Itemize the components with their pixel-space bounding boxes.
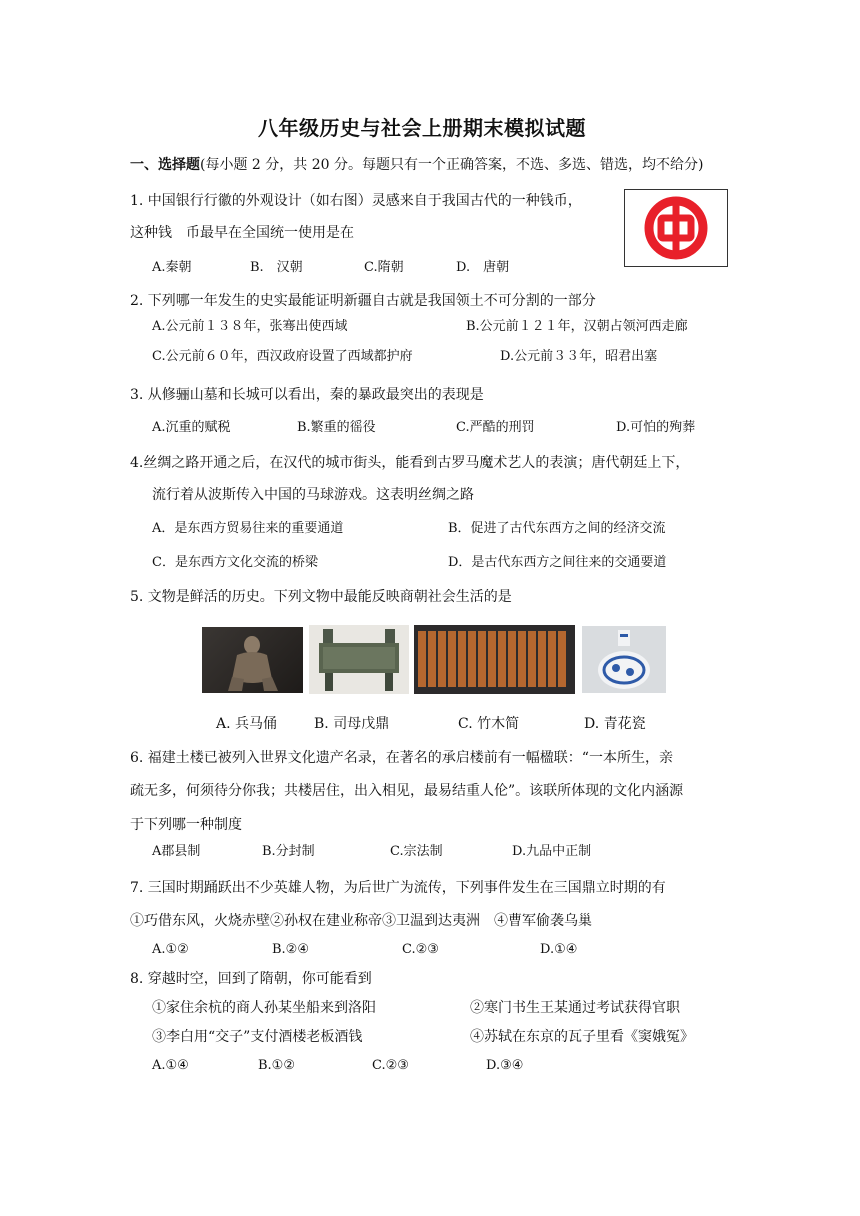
question-7-option-c: C.②③ <box>402 942 439 957</box>
question-8-option-a: A.①④ <box>152 1058 189 1073</box>
bank-of-china-logo-icon <box>625 190 727 266</box>
question-1-option-b: B. 汉朝 <box>250 260 303 275</box>
simuwu-ding-image <box>309 625 409 694</box>
question-8-item-2: ②寒门书生王某通过考试获得官职 <box>470 1000 680 1016</box>
question-7-option-a: A.①② <box>152 942 189 957</box>
question-1-option-d: D. 唐朝 <box>456 260 510 275</box>
question-8-option-d: D.③④ <box>486 1058 524 1073</box>
question-4-line-2: 流行着从波斯传入中国的马球游戏。这表明丝绸之路 <box>152 487 474 503</box>
question-3-line-1: 3. 从修骊山墓和长城可以看出，秦的暴政最突出的表现是 <box>130 387 484 403</box>
question-5-option-b: B. 司母戊鼎 <box>314 716 390 732</box>
page-title: 八年级历史与社会上册期末模拟试题 <box>258 116 586 140</box>
question-5-line-1: 5. 文物是鲜活的历史。下列文物中最能反映商朝社会生活的是 <box>130 589 512 605</box>
question-6-line-2: 疏无多，何须待分你我；共楼居住，出入相见，最易结重人伦”。该联所体现的文化内涵源 <box>130 783 684 799</box>
question-8-item-4: ④苏轼在东京的瓦子里看《窦娥冤》 <box>470 1029 694 1045</box>
bamboo-slips-image <box>414 625 575 694</box>
question-4-option-c: C．是东西方文化交流的桥梁 <box>152 555 318 570</box>
question-3-option-c: C.严酷的刑罚 <box>456 420 535 435</box>
question-8-item-3: ③李白用“交子”支付酒楼老板酒钱 <box>152 1029 363 1045</box>
terracotta-warrior-image <box>202 627 303 693</box>
question-5-option-a: A. 兵马俑 <box>216 716 278 732</box>
question-8-line-1: 8. 穿越时空，回到了隋朝，你可能看到 <box>130 971 372 987</box>
question-7-line-2: ①巧借东风，火烧赤壁②孙权在建业称帝③卫温到达夷洲 ④曹军偷袭乌巢 <box>130 913 592 929</box>
question-7-line-1: 7. 三国时期踊跃出不少英雄人物，为后世广为流传，下列事件发生在三国鼎立时期的有 <box>130 880 666 896</box>
question-4-option-a: A．是东西方贸易往来的重要通道 <box>152 521 344 536</box>
question-1-line-2: 这种钱 币最早在全国统一使用是在 <box>130 225 354 241</box>
question-2-line-1: 2. 下列哪一年发生的史实最能证明新疆自古就是我国领土不可分割的一部分 <box>130 293 596 309</box>
section-instructions: (每小题 2 分，共 20 分。每题只有一个正确答案，不选、多选、错选，均不给分) <box>200 157 704 173</box>
question-6-option-c: C.宗法制 <box>390 844 443 859</box>
question-4-option-b: B．促进了古代东西方之间的经济交流 <box>448 521 666 536</box>
question-1-line-1: 1. 中国银行行徽的外观设计（如右图）灵感来自于我国古代的一种钱币， <box>130 193 582 209</box>
question-2-option-a: A.公元前１３８年，张骞出使西域 <box>152 319 348 334</box>
question-7-option-d: D.①④ <box>540 942 578 957</box>
question-8-item-1: ①家住余杭的商人孙某坐船来到洛阳 <box>152 1000 376 1016</box>
question-3-option-a: A.沉重的赋税 <box>152 420 231 435</box>
bank-of-china-logo-frame <box>624 189 728 267</box>
question-6-option-a: A郡县制 <box>152 844 201 859</box>
question-1-option-c: C.隋朝 <box>364 260 404 275</box>
question-3-option-b: B.繁重的徭役 <box>297 420 376 435</box>
question-2-option-d: D.公元前３３年，昭君出塞 <box>500 349 658 364</box>
question-5-option-c: C. 竹木简 <box>458 716 520 732</box>
question-8-option-c: C.②③ <box>372 1058 409 1073</box>
question-1-option-a: A.秦朝 <box>152 260 192 275</box>
question-4-option-d: D．是古代东西方之间往来的交通要道 <box>448 555 667 570</box>
question-2-option-c: C.公元前６０年，西汉政府设置了西域都护府 <box>152 349 413 364</box>
question-6-option-d: D.九品中正制 <box>512 844 592 859</box>
blue-white-porcelain-image <box>582 626 666 693</box>
question-4-line-1: 4.丝绸之路开通之后，在汉代的城市街头，能看到古罗马魔术艺人的表演；唐代朝廷上下， <box>130 455 690 471</box>
question-6-option-b: B.分封制 <box>262 844 315 859</box>
question-5-option-d: D. 青花瓷 <box>584 716 646 732</box>
question-8-option-b: B.①② <box>258 1058 295 1073</box>
question-7-option-b: B.②④ <box>272 942 309 957</box>
question-6-line-1: 6. 福建土楼已被列入世界文化遗产名录，在著名的承启楼前有一幅楹联：“一本所生，亲 <box>130 750 673 766</box>
section-heading <box>130 158 703 172</box>
section-label: 一、选择题 <box>130 157 200 173</box>
question-3-option-d: D.可怕的殉葬 <box>616 420 696 435</box>
question-2-option-b: B.公元前１２１年，汉朝占领河西走廊 <box>466 319 688 334</box>
question-6-line-3: 于下列哪一种制度 <box>130 817 242 833</box>
